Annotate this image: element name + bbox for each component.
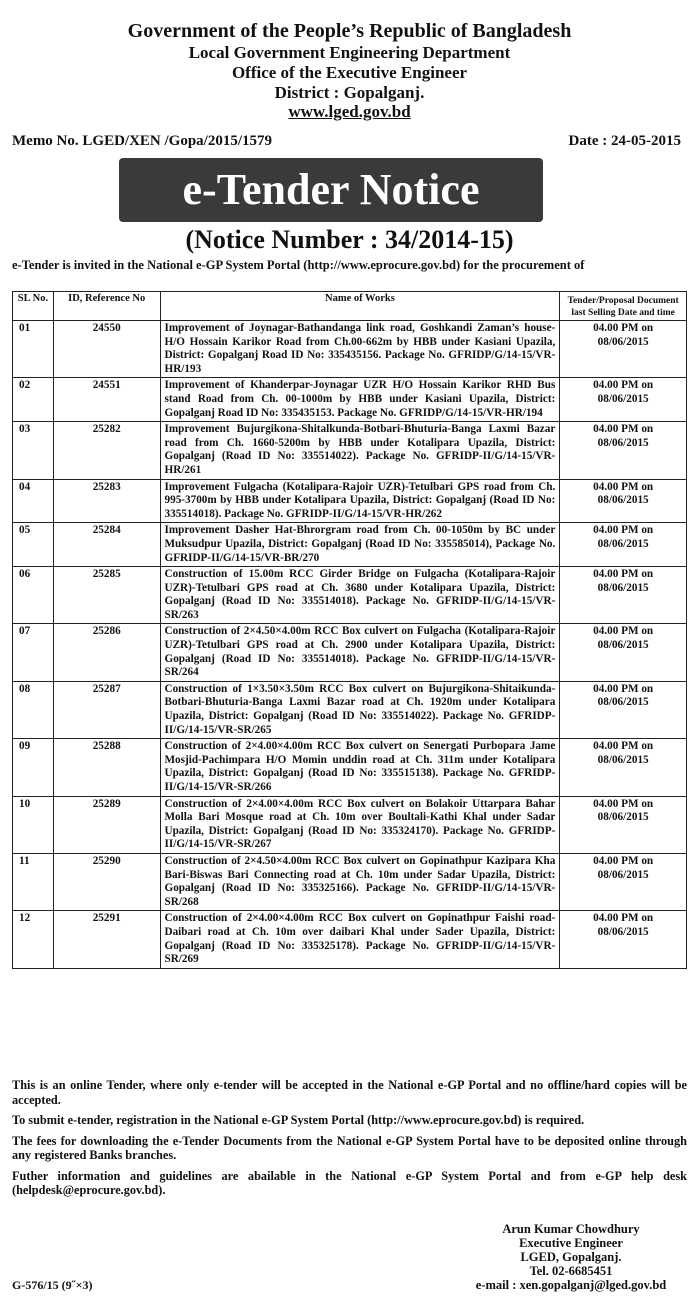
cell-works: Construction of 15.00m RCC Girder Bridge on Fulgacha (Kotalipara-Rajoir UZR)-Tetulbari GPS road at Ch. 3680 under Kotalipara Upazila, District: Gopalganj (Road ID No: 335514018). Package No. GFRIDP-II/G/14-15/VR-SR/263: [160, 567, 560, 624]
cell-id: 25285: [53, 567, 160, 624]
header-works: Name of Works: [160, 292, 560, 321]
signature-block: [456, 1222, 686, 1292]
table-row: [13, 681, 687, 738]
cell-id: 25288: [53, 739, 160, 796]
cell-date-day: 08/06/2015: [597, 811, 649, 824]
cell-date-time: 04.00 PM on: [593, 379, 654, 392]
cell-date-time: 04.00 PM on: [593, 524, 654, 537]
note-fees: The fees for downloading the e-Tender Documents from the National e-GP System Portal have to be deposited online through any registered Banks branches.: [12, 1133, 687, 1162]
notice-number: (Notice Number : 34/2014-15): [185, 225, 514, 254]
table-row: [13, 567, 687, 624]
cell-date-day: 08/06/2015: [597, 436, 649, 449]
cell-id: 24551: [53, 378, 160, 422]
cell-date: [560, 422, 687, 479]
cell-date-day: 08/06/2015: [597, 868, 649, 881]
cell-sl: 03: [13, 422, 54, 479]
cell-date: [560, 479, 687, 523]
cell-date-time: 04.00 PM on: [593, 480, 654, 493]
cell-works: Improvement of Joynagar-Bathandanga link road, Goshkandi Zaman’s house-H/O Hossain Karikor Road from Ch.00-662m by HBB under Kasiani Upazila, District: Gopalganj Road ID No: 335435156. Package No. GFRIDP/G/14-15/VR-HR/193: [160, 321, 560, 378]
table-row: [13, 422, 687, 479]
cell-sl: 06: [13, 567, 54, 624]
table-row: [13, 796, 687, 853]
cell-sl: 10: [13, 796, 54, 853]
cell-id: 25282: [53, 422, 160, 479]
cell-date-time: 04.00 PM on: [593, 568, 654, 581]
notice-banner: e-Tender Notice: [119, 158, 543, 222]
cell-date: [560, 911, 687, 968]
signature-office: LGED, Gopalganj.: [520, 1250, 622, 1264]
cell-date-day: 08/06/2015: [597, 537, 649, 550]
table-row: [13, 853, 687, 910]
cell-sl: 09: [13, 739, 54, 796]
cell-date: [560, 523, 687, 567]
header-department: Local Government Engineering Department: [188, 43, 511, 62]
cell-works: Improvement Dasher Hat-Bhrorgram road from Ch. 00-1050m by BC under Muksudpur Upazila, District: Gopalganj (Road ID No: 335585014), Package No. GFRIDP-II/G/14-15/VR-BR/270: [160, 523, 560, 567]
cell-date-day: 08/06/2015: [597, 581, 649, 594]
cell-date-time: 04.00 PM on: [593, 423, 654, 436]
signature-tel: Tel. 02-6685451: [529, 1264, 613, 1278]
cell-works: Construction of 2×4.00×4.00m RCC Box culvert on Bolakoir Uttarpara Bahar Molla Bari Mosque road at Ch. 10m over Boultali-Kathi Khal under Sadar Upazila, District: Gopalganj (Road ID No: 335324170). Package No. GFRIDP-II/G/14-15/VR-SR/267: [160, 796, 560, 853]
table-row: [13, 624, 687, 681]
cell-sl: 12: [13, 911, 54, 968]
cell-date-time: 04.00 PM on: [593, 854, 654, 867]
note-registration: To submit e-tender, registration in the National e-GP System Portal (http://www.eprocure.gov.bd) is required.: [12, 1113, 585, 1127]
table-row: [13, 378, 687, 422]
cell-id: 25291: [53, 911, 160, 968]
cell-date-day: 08/06/2015: [597, 925, 649, 938]
header-office: Office of the Executive Engineer: [231, 63, 468, 82]
cell-date-time: 04.00 PM on: [593, 912, 654, 925]
table-row: [13, 739, 687, 796]
intro-text: e-Tender is invited in the National e-GP System Portal (http://www.eprocure.gov.bd) for the procurement of: [12, 258, 585, 272]
cell-sl: 02: [13, 378, 54, 422]
cell-date-time: 04.00 PM on: [593, 740, 654, 753]
header-district: District : Gopalganj.: [274, 83, 425, 102]
header-date: Tender/Proposal Document last Selling Date and time: [560, 292, 687, 321]
cell-works: Construction of 2×4.00×4.00m RCC Box culvert on Senergati Purbopara Jame Mosjid-Pachimpara H/O Momin unddin road at Ch. 311m under Kotalipara Upazila, District: Gopalganj (Road ID No: 335515138). Package No. GFRIDP-II/G/14-15/VR-SR/266: [160, 739, 560, 796]
cell-works: Improvement Fulgacha (Kotalipara-Rajoir UZR)-Tetulbari GPS road from Ch. 995-3700m by HBB under Kotalipara Upazila, District: Gopalganj (Road ID No: 335514018). Package No. GFRIDP-II/G/14-15/VR-HR/262: [160, 479, 560, 523]
cell-works: Construction of 2×4.50×4.00m RCC Box culvert on Fulgacha (Kotalipara-Rajoir UZR)-Tetulbari GPS road at Ch. 2900 under Kotalipara Upazila, District: Gopalganj (Road ID No: 335514018). Package No. GFRIDP-II/G/14-15/VR-SR/264: [160, 624, 560, 681]
cell-date: [560, 681, 687, 738]
note-further-info: Futher information and guidelines are abailable in the National e-GP System Portal and from e-GP help desk (helpdesk@eprocure.gov.bd).: [12, 1168, 687, 1197]
tender-table: [12, 291, 687, 969]
cell-date-day: 08/06/2015: [597, 753, 649, 766]
signature-title: Executive Engineer: [519, 1236, 623, 1250]
cell-id: 25284: [53, 523, 160, 567]
cell-date: [560, 624, 687, 681]
cell-id: 25289: [53, 796, 160, 853]
header-government: Government of the People’s Republic of Bangladesh: [127, 20, 572, 42]
cell-works: Construction of 2×4.50×4.00m RCC Box culvert on Gopinathpur Kazipara Kha Bari-Biswas Bari Connecting road at Ch. 10m under Sadar Upazila, District: Gopalganj (Road ID No: 335325166). Package No. GFRIDP-II/G/14-15/VR-SR/268: [160, 853, 560, 910]
cell-date-day: 08/06/2015: [597, 494, 649, 507]
table-row: [13, 321, 687, 378]
signature-email: e-mail : xen.gopalganj@lged.gov.bd: [475, 1278, 667, 1292]
cell-works: Improvement of Khanderpar-Joynagar UZR H/O Hossain Karikor RHD Bus stand Road from Ch. 00-1000m by HBB under Kasiani Upazila, District: Gopalganj Road ID No: 335435153. Package No. GFRIDP/G/14-15/VR-HR/194: [160, 378, 560, 422]
cell-date-time: 04.00 PM on: [593, 797, 654, 810]
cell-date-time: 04.00 PM on: [593, 322, 654, 334]
notes-section: [12, 1078, 687, 1204]
cell-date: [560, 853, 687, 910]
table-header-row: [13, 292, 687, 321]
cell-date-day: 08/06/2015: [597, 392, 649, 405]
cell-sl: 01: [13, 321, 54, 378]
header-sl: SL No.: [13, 292, 54, 321]
cell-date: [560, 378, 687, 422]
cell-date-day: 08/06/2015: [597, 639, 649, 652]
cell-date: [560, 739, 687, 796]
cell-works: Construction of 2×4.00×4.00m RCC Box culvert on Gopinathpur Faishi road-Daibari road at Ch. 10m over daibari Khal under Sader Upazila, District: Gopalganj (Road ID No: 335325178). Package No. GFRIDP-II/G/14-15/VR-SR/269: [160, 911, 560, 968]
cell-date-time: 04.00 PM on: [593, 625, 654, 638]
memo-number: Memo No. LGED/XEN /Gopa/2015/1579: [12, 133, 273, 149]
cell-id: 25286: [53, 624, 160, 681]
note-online-tender: This is an online Tender, where only e-tender will be accepted in the National e-GP Portal and no offline/hard copies will be accepted.: [12, 1078, 687, 1107]
signature-name: Arun Kumar Chowdhury: [502, 1222, 640, 1236]
cell-id: 25290: [53, 853, 160, 910]
table-row: [13, 523, 687, 567]
cell-date: [560, 567, 687, 624]
cell-id: 24550: [53, 321, 160, 378]
cell-date: [560, 796, 687, 853]
cell-date-day: 08/06/2015: [597, 335, 649, 348]
cell-date: [560, 321, 687, 378]
cell-date-day: 08/06/2015: [597, 696, 649, 709]
cell-works: Improvement Bujurgikona-Shitalkunda-Botbari-Bhuturia-Banga Laxmi Bazar road from Ch. 1660-5200m by HBB under Kotalipara Upazila, District: Gopalganj (Road ID No: 335514022). Package No. GFRIDP-II/G/14-15/VR-HR/261: [160, 422, 560, 479]
cell-date-time: 04.00 PM on: [593, 682, 654, 695]
cell-id: 25287: [53, 681, 160, 738]
cell-sl: 05: [13, 523, 54, 567]
table-row: [13, 911, 687, 968]
cell-id: 25283: [53, 479, 160, 523]
cell-sl: 07: [13, 624, 54, 681]
cell-sl: 08: [13, 681, 54, 738]
table-row: [13, 479, 687, 523]
cell-works: Construction of 1×3.50×3.50m RCC Box culvert on Bujurgikona-Shitaikunda-Botbari-Bhuturia-Banga Laxmi Bazar road at Ch. 1920m under Kotalipara Upazila, District: Gopalganj (Road ID No: 335514022). Package No. GFRIDP-II/G/14-15/VR-SR/265: [160, 681, 560, 738]
notice-date: Date : 24-05-2015: [568, 133, 681, 149]
cell-sl: 11: [13, 853, 54, 910]
header-id: ID, Reference No: [53, 292, 160, 321]
ad-code: G-576/15 (9˝×3): [12, 1278, 93, 1292]
header-website-link[interactable]: www.lged.gov.bd: [288, 102, 411, 121]
cell-sl: 04: [13, 479, 54, 523]
